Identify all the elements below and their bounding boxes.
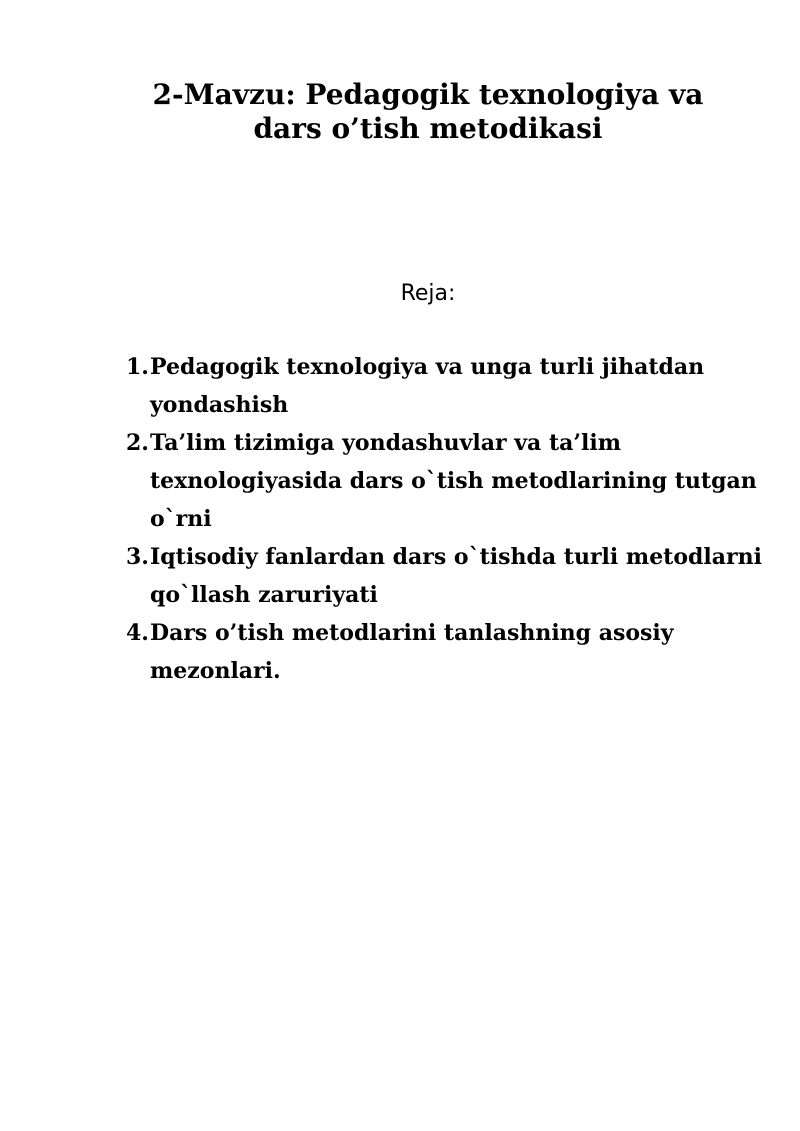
plan-item-number: 2.: [126, 430, 149, 456]
plan-item-number: 4.: [126, 620, 149, 646]
plan-item-3: [126, 538, 796, 614]
plan-item-text: Pedagogik texnologiya va unga turli jihatdan yondashish: [150, 354, 705, 418]
plan-heading: Reja:: [400, 281, 456, 306]
page-title: [100, 78, 756, 146]
plan-item-text: Iqtisodiy fanlardan dars o`tishda turli metodlarni qo`llash zaruriyati: [150, 544, 762, 608]
plan-item-text: Ta’lim tizimiga yondashuvlar va ta’lim texnologiyasida dars o`tish metodlarining tutgan o`rni: [150, 430, 757, 532]
title-line-2: dars o’tish metodikasi: [253, 112, 603, 145]
plan-item-2: [126, 424, 796, 538]
plan-item-4: [126, 614, 796, 690]
plan-item-number: 3.: [126, 544, 149, 570]
plan-list: [126, 348, 796, 690]
title-line-1: 2-Mavzu: Pedagogik texnologiya va: [152, 78, 704, 111]
plan-item-text: Dars o’tish metodlarini tanlashning asosiy mezonlari.: [150, 620, 674, 684]
plan-item-1: [126, 348, 796, 424]
plan-item-number: 1.: [126, 354, 149, 380]
